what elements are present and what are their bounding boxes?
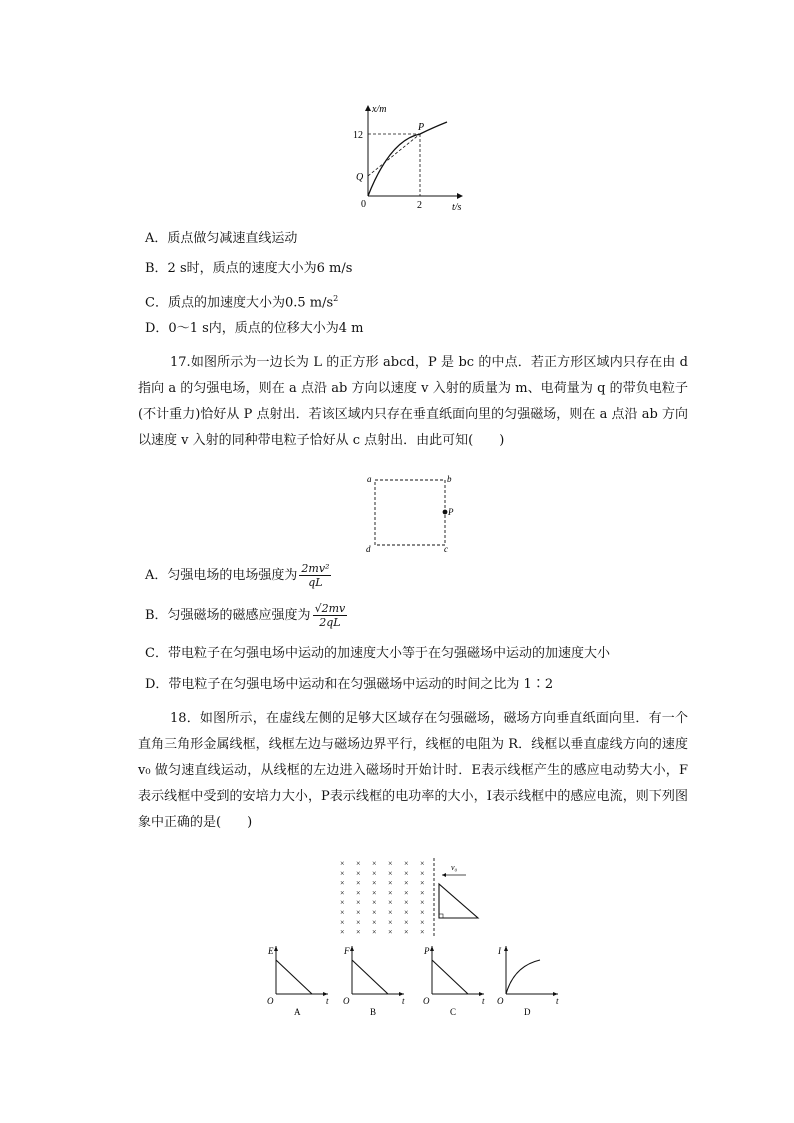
- field-cross: ×: [340, 859, 345, 868]
- q17-option-a-denominator: qL: [308, 576, 323, 589]
- point-p-dot: [443, 510, 448, 515]
- point-p-label: P: [418, 122, 425, 133]
- field-cross: ×: [372, 868, 377, 878]
- graph-curve: [352, 960, 388, 994]
- q17-option-c: C．带电粒子在匀强电场中运动的加速度大小等于在匀强磁场中运动的加速度大小: [145, 646, 610, 661]
- field-cross: ×: [404, 927, 409, 937]
- field-cross: ×: [404, 898, 409, 908]
- field-cross: ×: [404, 908, 409, 917]
- field-cross: ×: [340, 927, 345, 937]
- field-cross: ×: [404, 917, 409, 927]
- field-cross: ×: [420, 908, 425, 917]
- field-cross: ×: [340, 888, 345, 898]
- field-cross: ×: [372, 878, 377, 888]
- corner-b-label: b: [447, 474, 452, 484]
- q17-option-a-fraction: [299, 562, 331, 589]
- q16-option-c-text: C．质点的加速度大小为0.5 m/s: [145, 295, 334, 311]
- field-cross: ×: [372, 917, 377, 927]
- graph-caption: B: [370, 1007, 377, 1017]
- q17-option-b-numerator: √2mv: [314, 602, 346, 615]
- q17-option-a: [145, 560, 333, 592]
- field-cross: ×: [420, 898, 425, 908]
- x-t-curve: [368, 122, 447, 196]
- y-axis-arrowhead: [430, 946, 434, 951]
- field-cross: ×: [340, 868, 345, 878]
- y-axis-label: I: [498, 946, 501, 956]
- q16-option-d: D．0～1 s内，质点的位移大小为4 m: [145, 321, 364, 336]
- x-axis-label: t: [482, 996, 485, 1006]
- q17-option-b: [145, 600, 349, 632]
- field-cross: ×: [372, 859, 377, 868]
- t-axis-label: t/s: [452, 202, 462, 213]
- field-cross: ×: [372, 898, 377, 908]
- field-cross: ×: [388, 859, 393, 868]
- q17-option-b-text: B．匀强磁场的磁感应强度为: [145, 608, 311, 623]
- y-axis-arrowhead: [504, 946, 508, 951]
- field-cross: ×: [356, 927, 361, 937]
- graph-curve: [506, 960, 540, 994]
- origin-label: O: [497, 996, 504, 1006]
- graph-curve: [432, 960, 468, 994]
- field-cross: ×: [356, 878, 361, 888]
- field-cross: ×: [372, 888, 377, 898]
- triangle-frame: [439, 884, 478, 918]
- field-cross: ×: [420, 888, 425, 898]
- origin-label: O: [423, 996, 430, 1006]
- field-cross: ×: [356, 868, 361, 878]
- square-abcd-figure: [362, 472, 462, 554]
- field-crosses: [340, 859, 425, 937]
- field-cross: ×: [388, 908, 393, 917]
- x-axis-label: t: [326, 996, 329, 1006]
- field-cross: ×: [420, 868, 425, 878]
- q16-option-a: A．质点做匀减速直线运动: [145, 231, 298, 246]
- field-cross: ×: [388, 917, 393, 927]
- q17-option-a-numerator: 2mv²: [301, 562, 330, 575]
- y-axis-label: F: [344, 946, 350, 956]
- field-cross: ×: [340, 878, 345, 888]
- field-cross: ×: [372, 908, 377, 917]
- origin-label: 0: [361, 199, 366, 210]
- q16-option-c-sup: 2: [333, 294, 339, 303]
- y-axis-label: P: [424, 946, 430, 956]
- magnetic-field-figure: [336, 858, 486, 938]
- x-t-graph: [352, 100, 472, 216]
- field-cross: ×: [404, 868, 409, 878]
- q16-option-c: [145, 289, 338, 313]
- field-cross: ×: [388, 927, 393, 937]
- graph-c: [418, 942, 490, 1018]
- velocity-arrowhead: [442, 873, 446, 877]
- field-cross: ×: [420, 917, 425, 927]
- graph-curve: [276, 960, 312, 994]
- q17-option-b-fraction: [313, 602, 348, 629]
- graph-caption: A: [294, 1007, 301, 1017]
- field-cross: ×: [340, 917, 345, 927]
- field-cross: ×: [388, 868, 393, 878]
- velocity-label: v₀: [451, 863, 458, 872]
- dashed-square: [375, 480, 445, 545]
- origin-label: O: [343, 996, 350, 1006]
- q17-option-b-denominator: 2qL: [319, 616, 341, 629]
- field-cross: ×: [404, 888, 409, 898]
- field-cross: ×: [340, 898, 345, 908]
- graph-a: [262, 942, 334, 1018]
- field-cross: ×: [404, 878, 409, 888]
- q17-stem: 17.如图所示为一边长为 L 的正方形 abcd，P 是 bc 的中点．若正方形区域内只存在由 d 指向 a 的匀强电场，则在 a 点沿 ab 方向以速度 v 入射的质量为 m、电荷量为 q 的带负电粒子(不计重力)恰好从 P 点射出．若该区域内只存在垂直纸面向里的匀强磁场，则在 a 点沿 ab 方向以速度 v 入射的同种带电粒子恰好从 c 点射出．由此可知( ): [138, 355, 688, 448]
- q17-option-d: D．带电粒子在匀强电场中运动和在匀强磁场中运动的时间之比为 1∶2: [145, 677, 554, 692]
- x-axis-label: x/m: [372, 104, 387, 115]
- field-cross: ×: [356, 898, 361, 908]
- field-cross: ×: [372, 927, 377, 937]
- y-tick-12: 12: [353, 130, 363, 141]
- y-axis-arrowhead: [350, 946, 354, 951]
- field-cross: ×: [340, 908, 345, 917]
- corner-d-label: d: [366, 544, 371, 554]
- field-cross: ×: [420, 927, 425, 937]
- graph-d: [492, 942, 564, 1018]
- point-p-label: P: [448, 507, 454, 517]
- origin-label: O: [267, 996, 274, 1006]
- graph-caption: D: [524, 1007, 531, 1017]
- field-cross: ×: [420, 878, 425, 888]
- field-cross: ×: [356, 908, 361, 917]
- field-cross: ×: [388, 898, 393, 908]
- x-axis-label: t: [402, 996, 405, 1006]
- field-cross: ×: [404, 859, 409, 868]
- field-cross: ×: [356, 859, 361, 868]
- y-axis-arrowhead: [274, 946, 278, 951]
- tangent-line: [368, 134, 420, 176]
- field-cross: ×: [388, 878, 393, 888]
- q18-stem: 18．如图所示，在虚线左侧的足够大区域存在匀强磁场，磁场方向垂直纸面向里．有一个直角三角形金属线框，线框左边与磁场边界平行，线框的电阻为 R．线框以垂直虚线方向的速度 v₀ 做匀速直线运动，从线框的左边进入磁场时开始计时．E表示线框产生的感应电动势大小，F表示线框中受到的安培力大小，P表示线框的电功率的大小，I表示线框中的感应电流，则下列图象中正确的是( ): [138, 711, 688, 830]
- y-axis-label: E: [268, 946, 274, 956]
- q17-option-a-text: A．匀强电场的电场强度为: [145, 568, 298, 583]
- field-cross: ×: [388, 888, 393, 898]
- field-cross: ×: [356, 888, 361, 898]
- x-tick-2: 2: [417, 200, 422, 211]
- graph-b: [338, 942, 410, 1018]
- field-cross: ×: [356, 917, 361, 927]
- graph-caption: C: [450, 1007, 457, 1017]
- field-cross: ×: [420, 859, 425, 868]
- point-q-label: Q: [356, 172, 364, 183]
- corner-a-label: a: [367, 474, 372, 484]
- corner-c-label: c: [444, 544, 448, 554]
- q16-option-b: B．2 s时，质点的速度大小为6 m/s: [145, 261, 353, 276]
- right-angle-mark: [439, 914, 443, 918]
- x-axis-label: t: [556, 996, 559, 1006]
